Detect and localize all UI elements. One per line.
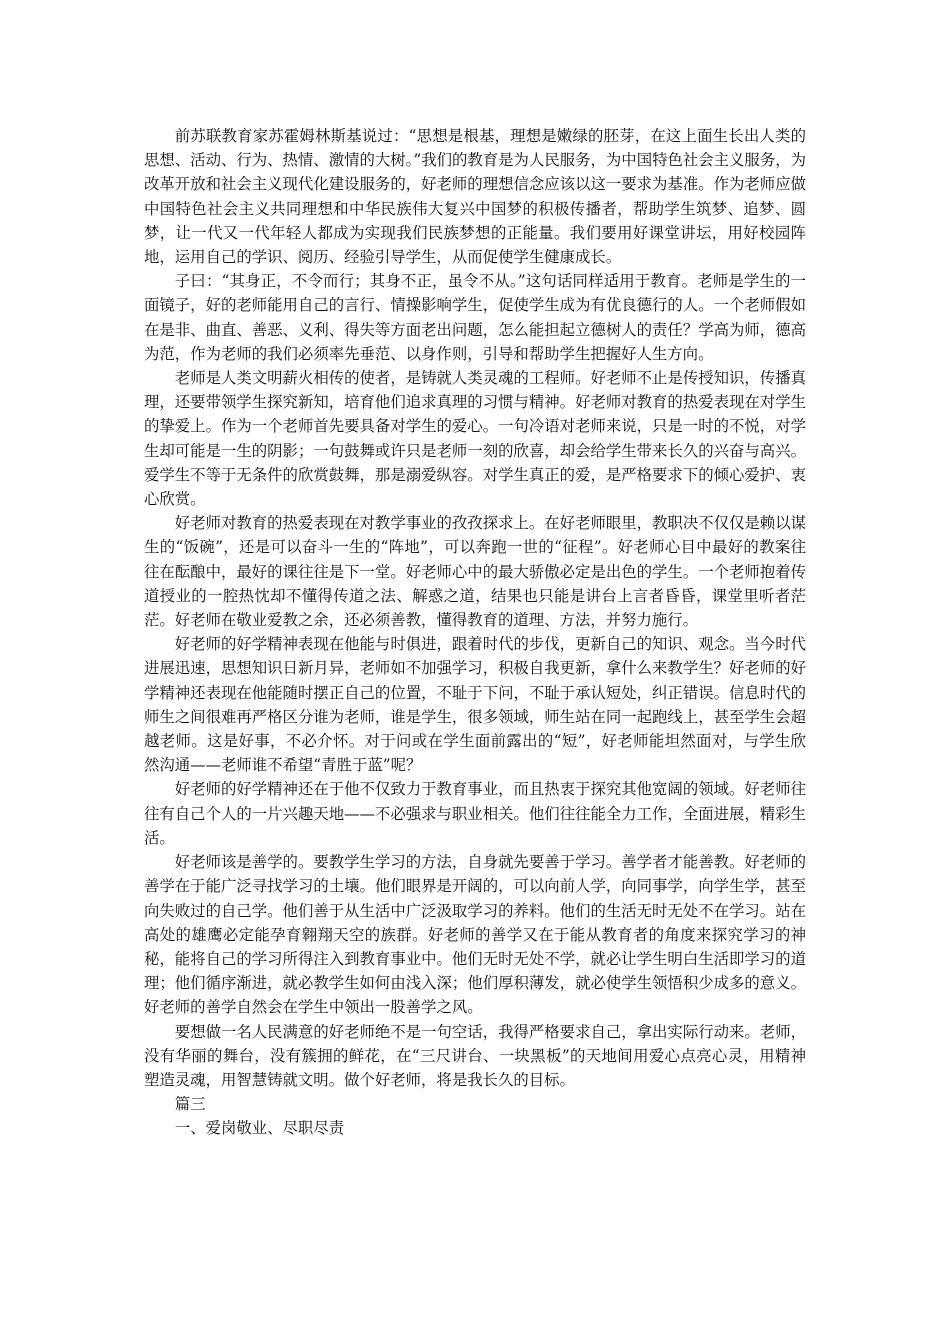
section-label: 篇三 <box>174 1095 206 1114</box>
subheading: 一、爱岗敬业、尽职尽责 <box>174 1119 345 1138</box>
document-body <box>144 124 806 1141</box>
paragraph: 好老师对教育的热爱表现在对教学事业的孜孜探求上。在好老师眼里，教职决不仅仅是赖以谋生的“饭碗”，还是可以奋斗一生的“阵地”，可以奔跑一世的“征程”。好老师心目中最好的教案往往在酝酿中，最好的课往往是下一堂。好老师心中的最大骄傲必定是出色的学生。一个老师抱着传道授业的一腔热忱却不懂得传道之法、解惑之道，结果也只能是讲台上言者昏昏，课堂里听者茫茫。好老师在敬业爱教之余，还必须善教，懂得教育的道理、方法，并努力施行。 <box>144 514 806 630</box>
paragraph: 老师是人类文明薪火相传的使者，是铸就人类灵魂的工程师。好老师不止是传授知识，传播真理，还要带领学生探究新知，培育他们追求真理的习惯与精神。好老师对教育的热爱表现在对学生的挚爱上。作为一个老师首先要具备对学生的爱心。一句冷语对老师来说，只是一时的不悦，对学生却可能是一生的阴影；一句鼓舞或许只是老师一刻的欣喜，却会给学生带来长久的兴奋与高兴。爱学生不等于无条件的欣赏鼓舞，那是溺爱纵容。对学生真正的爱，是严格要求下的倾心爱护、衷心欣赏。 <box>144 369 806 509</box>
paragraph: 好老师的好学精神表现在他能与时俱进，跟着时代的步伐，更新自己的知识、观念。当今时代进展迅速，思想知识日新月异，老师如不加强学习，积极自我更新，拿什么来教学生？好老师的好学精神还表现在他能随时摆正自己的位置，不耻于下问，不耻于承认短处，纠正错误。信息时代的师生之间很难再严格区分谁为老师，谁是学生，很多领域，师生站在同一起跑线上，甚至学生会超越老师。这是好事，不必介怀。对于问或在学生面前露出的“短”，好老师能坦然面对，与学生欣然沟通——老师谁不希望“青胜于蓝”呢？ <box>144 635 806 775</box>
paragraph: 子曰：“其身正，不令而行；其身不正，虽令不从。”这句话同样适用于教育。老师是学生的一面镜子，好的老师能用自己的言行、情操影响学生，促使学生成为有优良德行的人。一个老师假如在是非、曲直、善恶、义利、得失等方面老出问题，怎么能担起立德树人的责任？学高为师，德高为范，作为老师的我们必须率先垂范、以身作则，引导和帮助学生把握好人生方向。 <box>144 272 806 363</box>
paragraph: 要想做一名人民满意的好老师绝不是一句空话，我得严格要求自己，拿出实际行动来。老师，没有华丽的舞台，没有簇拥的鲜花，在“三尺讲台、一块黑板”的天地间用爱心点亮心灵，用精神塑造灵魂，用智慧铸就文明。做个好老师，将是我长久的目标。 <box>144 1022 806 1089</box>
paragraph: 好老师该是善学的。要教学生学习的方法，自身就先要善于学习。善学者才能善教。好老师的善学在于能广泛寻找学习的土壤。他们眼界是开阔的，可以向前人学，向同事学，向学生学，甚至向失败过的自己学。他们善于从生活中广泛汲取学习的养料。他们的生活无时无处不在学习。站在高处的雄鹰必定能孕育翱翔天空的族群。好老师的善学又在于能从教育者的角度来探究学习的神秘，能将自己的学习所得注入到教育事业中。他们无时无处不学，就必让学生明白生活即学习的道理；他们循序渐进，就必教学生如何由浅入深；他们厚积薄发，就必使学生领悟积少成多的意义。好老师的善学自然会在学生中领出一股善学之风。 <box>144 853 806 1017</box>
paragraph: 好老师的好学精神还在于他不仅致力于教育事业，而且热衷于探究其他宽阔的领域。好老师往往有自己个人的一片兴趣天地——不必强求与职业相关。他们往往能全力工作，全面进展，精彩生活。 <box>144 780 806 847</box>
paragraph: 前苏联教育家苏霍姆林斯基说过：“思想是根基，理想是嫩绿的胚芽，在这上面生长出人类的思想、活动、行为、热情、激情的大树。”我们的教育是为人民服务，为中国特色社会主义服务，为改革开放和社会主义现代化建设服务的，好老师的理想信念应该以这一要求为基准。作为老师应做中国特色社会主义共同理想和中华民族伟大复兴中国梦的积极传播者，帮助学生筑梦、追梦、圆梦，让一代又一代年轻人都成为实现我们民族梦想的正能量。我们要用好课堂讲坛，用好校园阵地，运用自己的学识、阅历、经验引导学生，从而促使学生健康成长。 <box>144 127 806 267</box>
